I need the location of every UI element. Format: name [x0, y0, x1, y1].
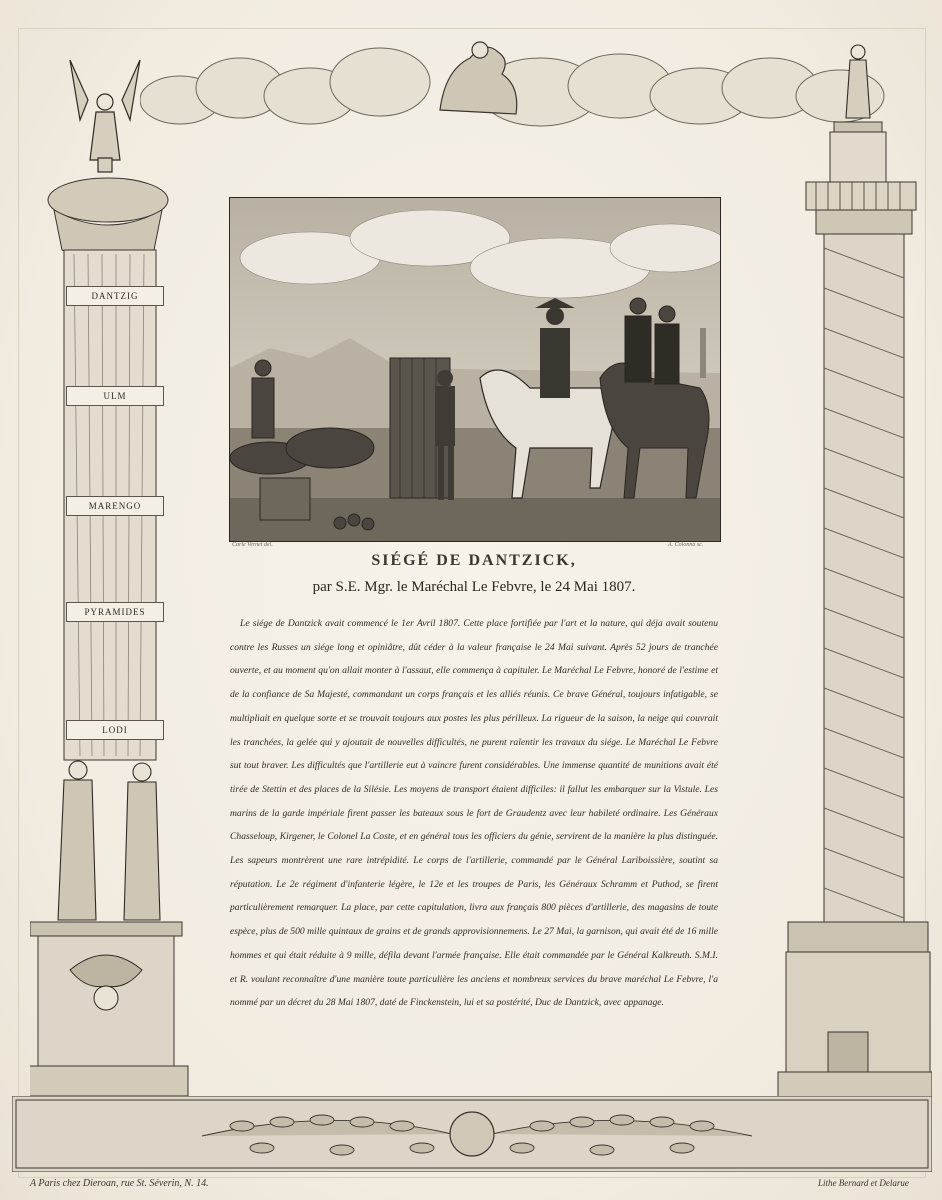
statue-icon [846, 45, 870, 118]
narrative-paragraph: Le siége de Dantzick avait commencé le 1er Avril 1807. Cette place fortifiée par l'art et la nature, qui déja avait soutenu contre les Russes un siége long et opiniâtre, dût céder à la valeur française le 24 Mai suivant. Après 52 jours de tranchée ouverte, et au moment qu'on allait monter à l'assaut, elle commença à capituler. Le Maréchal Le Febvre, honoré de l'estime et de la confiance de Sa Majesté, commandant un corps français et les alliés réunis. Ce brave Général, toujours infatigable, se multipliait en quelque sorte et se trouvait toujours aux postes les plus périlleux. La rigueur de la saison, la neige qui couvrait les tranchées, la gelée qui y ajoutait de nouvelles difficultés, ne purent ralentir les travaux du siége. Le Maréchal Le Febvre sut tout braver. Les difficultés que l'artillerie eut à vaincre furent considérables. Une immense quantité de munitions avait été tirée de Stettin et des places de la Silésie. Les moyens de transport étaient difficiles: il fallut les embarquer sur la Vistule. Les marins de la garde impériale firent passer les bateaux sous le fort de Graudentz avec leur habileté ordinaire. Les Généraux Chasseloup, Kirgener, le Colonel La Coste, et en général tous les officiers du génie, servirent de la manière la plus distinguée. Les sapeurs montrèrent une rare intrépidité. Le corps de l'artillerie, commandé par le Général Lariboissière, soutint sa réputation. Le 2e régiment d'infanterie légère, le 12e et les troupes de Paris, les Généraux Schramm et Puthod, se firent particulièrement remarquer. La place, par cette capitulation, livra aux français 800 pièces d'artillerie, des magasins de toute espèce, plus de 500 mille quintaux de grains et de grands approvisionnemens. Le 27 Mai, la garnison, qui avait été de 16 mille hommes et qui était réduite à 9 mille, défila devant l'armée française. Elle était commandée par le Général Kalkreuth. S.M.I. et R. voulant reconnaître d'une manière toute particulière les anciens et nombreux services du brave maréchal Le Febvre, l'a nommé par un décret du 28 Mai 1807, daté de Finckenstein, lui et sa postérité, Duc de Dantzick, avec appanage. [230, 618, 718, 1009]
battle-engraving [229, 197, 721, 542]
column-label-lodi: LODI [66, 720, 164, 740]
column-label-marengo: MARENGO [66, 496, 164, 516]
seated-figure-icon [440, 42, 517, 114]
column-label-dantzig: DANTZIG [66, 286, 164, 306]
winged-victory-icon [70, 60, 140, 172]
engraver-credit: A. Colonna sc. [668, 542, 704, 548]
plate-subtitle: par S.E. Mgr. le Maréchal Le Febvre, le 24 Mai 1807. [312, 579, 636, 595]
artist-credit: Carle Vernet del. [232, 542, 273, 548]
laurel-frieze [12, 1096, 932, 1172]
wreath-medallion-icon [450, 1112, 494, 1156]
right-column [772, 38, 932, 1100]
allegorical-figures-icon [58, 761, 160, 920]
printer-imprint: Lithe Bernard et Delarue [818, 1178, 909, 1188]
siege-scene-illustration [230, 198, 720, 541]
column-label-pyramides: PYRAMIDES [66, 602, 164, 622]
left-column [30, 40, 190, 1100]
narrative-text [230, 612, 718, 1015]
vendome-column-drawing [772, 38, 932, 1100]
plate-title: SIÉGÉ DE DANTZICK, [371, 552, 577, 569]
column-label-ulm: ULM [66, 386, 164, 406]
column-drawing [30, 40, 190, 1100]
publisher-imprint: A Paris chez Dieroan, rue St. Séverin, N. 14. [30, 1178, 209, 1189]
